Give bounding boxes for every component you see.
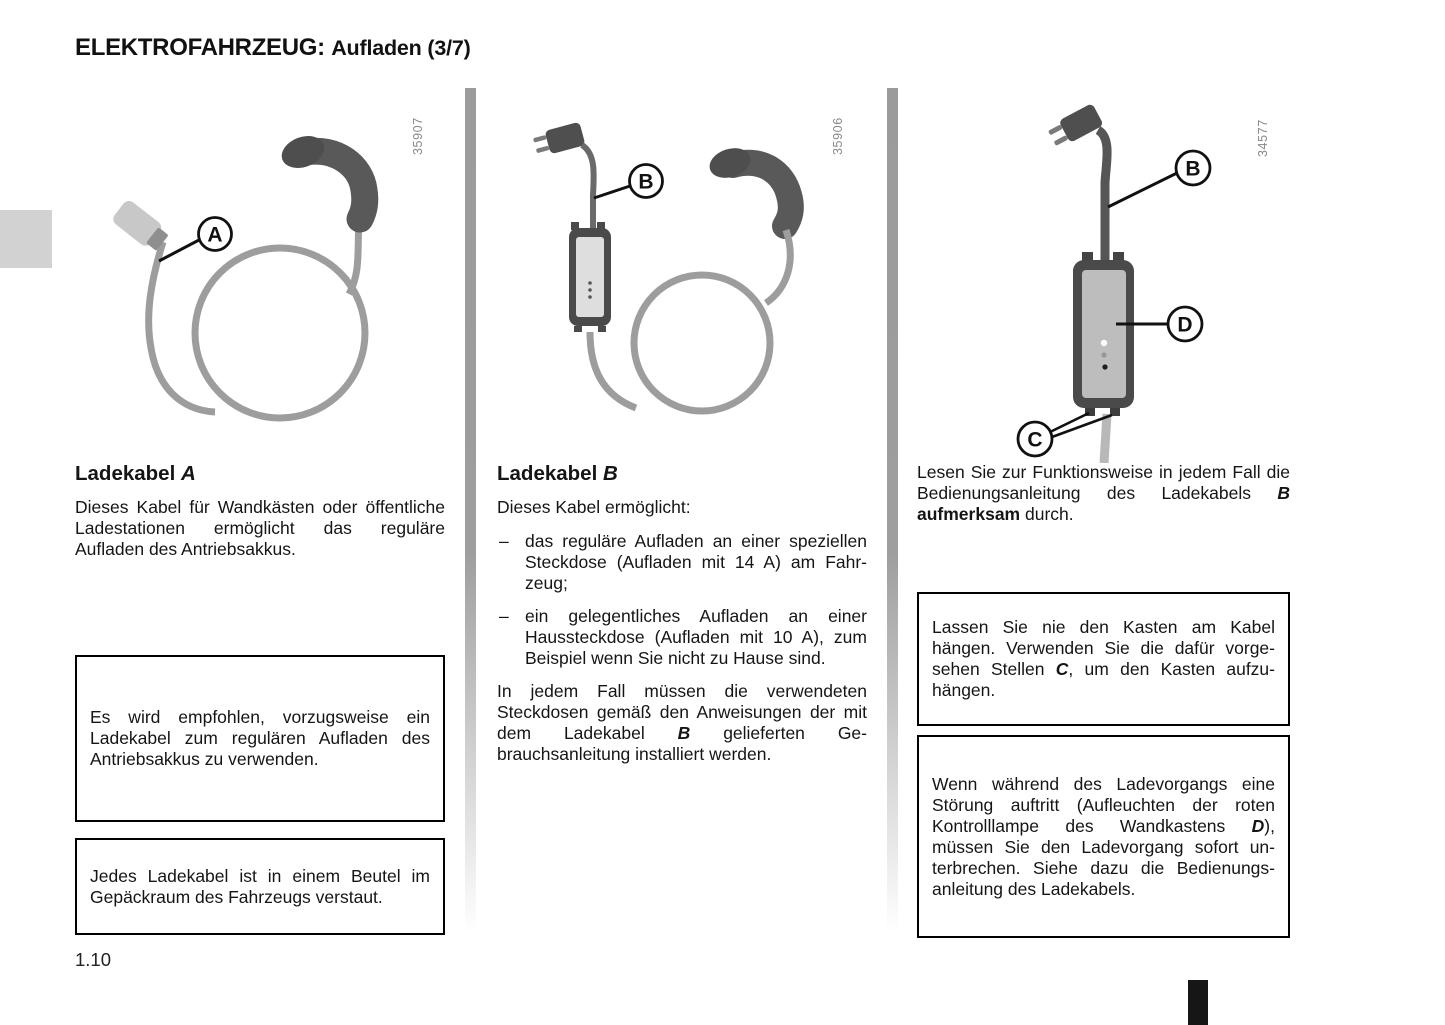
control-box — [569, 222, 611, 332]
footer-tab-marker — [1188, 980, 1208, 1025]
cable-letter-b-inline: B — [1277, 483, 1290, 503]
lamp-letter-d-inline: D — [1251, 815, 1265, 836]
note-box-storage — [75, 838, 445, 935]
cable-b-intro: Dieses Kabel ermöglicht: — [497, 497, 691, 517]
page-title-main: ELEKTROFAHRZEUG: — [75, 34, 332, 61]
cable-right-tail — [766, 230, 790, 303]
cable-coil — [195, 248, 365, 418]
emphasis-aufmerksam: aufmerksam — [917, 504, 1021, 524]
cable-left-tail — [590, 332, 636, 408]
figure-ref-35906: 35906 — [831, 117, 845, 155]
cable-below-box — [1104, 414, 1107, 463]
household-plug-icon — [532, 122, 586, 158]
bullet-dash: – — [499, 531, 509, 551]
cable-letter-b-inline: B — [677, 723, 691, 743]
cable-b-bullet-list — [497, 531, 867, 669]
figure-charging-cable-b — [490, 90, 890, 455]
note-storage-text: Jedes Ladekabel ist in einem Beutel im Gepäckraum des Fahrzeugs verstaut. — [90, 865, 430, 907]
control-box — [1073, 252, 1134, 416]
cable-a-drawing — [111, 130, 365, 418]
list-item-text: das reguläre Aufladen an einer speziellen Steckdose (Aufladen mit 14 A) am Fahrzeug; — [525, 531, 867, 593]
indicator-lamp-grey — [1101, 352, 1106, 357]
figure-ref-34577: 34577 — [1256, 119, 1270, 157]
cable-coil — [634, 275, 770, 411]
heading-cable-a: Ladekabel A — [75, 462, 196, 485]
point-letter-c-inline: C — [1055, 659, 1069, 679]
callout-a-letter: A — [207, 223, 223, 247]
callout-c — [1018, 413, 1112, 456]
callout-d-letter: D — [1177, 313, 1193, 337]
note-fault-text: Wenn während des Ladevorgangs eine Störung auftritt (Aufleuchten der roten Kontrolllampe des Wandkastens D), müssen Sie den Ladevorgang sofort unterbrechen. Siehe dazu die Bedienungsanleitung des Ladekabels. — [932, 773, 1275, 899]
vehicle-connector-dark — [706, 143, 791, 226]
bullet-dash: – — [499, 606, 509, 626]
callout-b-letter: B — [1185, 157, 1201, 181]
list-item — [497, 531, 867, 594]
cable-b-drawing — [532, 122, 791, 411]
list-item-text: ein gelegentliches Aufladen an einer Haussteckdose (Aufladen mit 10 A), zum Beispiel wenn Sie nicht zu Hause sind. — [525, 606, 867, 668]
column-1 — [75, 462, 445, 573]
note-recommendation-text: Es wird empfohlen, vorzugsweise ein Ladekabel zum regulären Aufladen des Antriebsakkus zu verwenden. — [90, 707, 430, 769]
cable-b-sockets-paragraph: In jedem Fall müssen die verwendeten Steckdosen gemäß den Anweisungen der mit dem Ladekabel B gelieferten Gebrauchsanleitung installiert werden. — [497, 681, 867, 764]
wallbox-connector-dark — [277, 130, 365, 219]
column-divider-left — [465, 88, 476, 933]
plug-cord — [1098, 130, 1107, 260]
figure-charging-cable-a — [75, 90, 445, 455]
callout-a — [159, 218, 232, 262]
column-2 — [497, 462, 867, 778]
note-box-recommendation — [75, 655, 445, 822]
heading-cable-b: Ladekabel B — [497, 462, 618, 485]
cable-letter-a: A — [180, 462, 196, 485]
page-number: 1.10 — [75, 949, 112, 970]
indicator-lamp-white — [1101, 340, 1107, 346]
page-title — [75, 34, 471, 62]
box-drawing — [1046, 103, 1134, 463]
column-3 — [917, 462, 1290, 538]
indicator-lamp-dark — [1102, 364, 1107, 369]
figure-ref-35907: 35907 — [411, 117, 425, 155]
note-hanging-text: Lassen Sie nie den Kasten am Kabel hängen. Verwenden Sie die dafür vorgesehen Stellen C, um den Kasten aufzuhängen. — [932, 617, 1275, 700]
cable-a-description: Dieses Kabel für Wandkästen oder öffentliche Ladestationen ermöglicht das reguläre Aufladen des Antriebsakkus. — [75, 497, 445, 559]
cable-letter-b: B — [602, 462, 618, 485]
note-box-hanging — [917, 592, 1290, 726]
callout-b — [594, 165, 663, 199]
section-tab-marker — [0, 210, 52, 268]
list-item — [497, 606, 867, 669]
plug-cord — [582, 145, 594, 230]
cable-right-tail — [349, 222, 359, 294]
page-title-sub: Aufladen (3/7) — [331, 36, 471, 60]
household-plug-icon — [1046, 103, 1104, 149]
callout-c-letter: C — [1027, 428, 1043, 452]
cable-left-tail — [149, 242, 215, 412]
callout-b-letter: B — [638, 170, 654, 194]
note-box-fault — [917, 735, 1290, 938]
read-instructions-paragraph: Lesen Sie zur Funktionsweise in jedem Fall die Bedienungsanleitung des Ladekabels B aufmerksam durch. — [917, 462, 1290, 524]
callout-b — [1108, 151, 1210, 207]
